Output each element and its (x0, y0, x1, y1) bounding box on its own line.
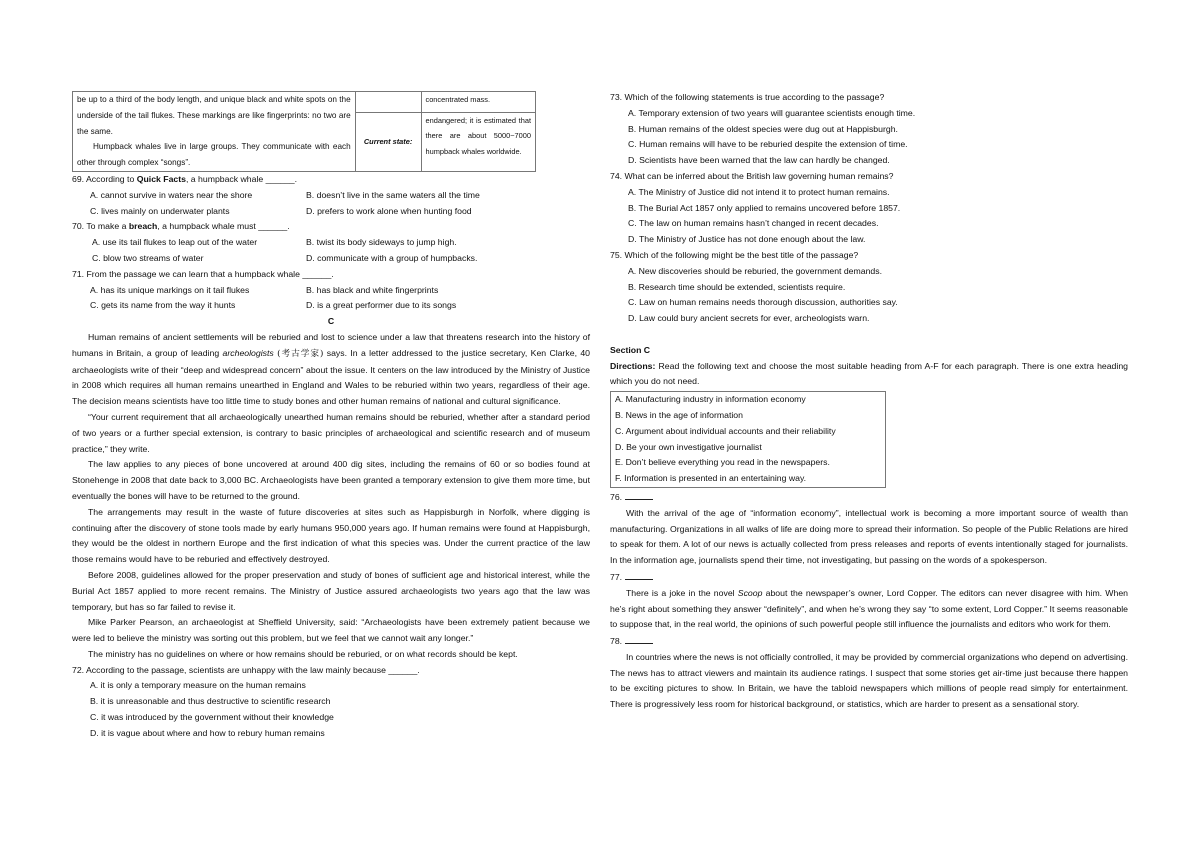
passage-c-paragraph-5: Before 2008, guidelines allowed for the proper preservation and study of bones of sufficient age and historical interest, while the Burial Act 1857 applied to more recent remains. The Ministry of Justice assured archaeologists two years ago that the law was temporary, but has so far failed to revise it. (72, 569, 590, 612)
q71-option-a: A. has its unique markings on it tail flukes (90, 284, 250, 295)
left-column (72, 90, 590, 742)
heading-option-f: F. Information is presented in an entertaining way. (615, 473, 807, 484)
passage-c-paragraph-4: The arrangements may result in the waste of future discoveries at sites such as Happisburgh in Norfolk, where digging is continuing after the discovery of stone tools made by early humans 950,000 years ago. If human remains were found at Happisburgh, they would be the oldest in northern Europe and the first indication of what this species was. Under the current practice of the law those remains would have to be reburied and effectively destroyed. (72, 506, 590, 565)
q69-options-ab (72, 188, 590, 204)
q74-option-d: D. The Ministry of Justice has not done enough about the law. (628, 234, 866, 245)
question-74: 74. What can be inferred about the British law governing human remains? (610, 170, 894, 181)
question-78-number: 78. (610, 633, 1128, 650)
answer-blank-77[interactable] (625, 569, 653, 580)
q73-option-b: B. Human remains of the oldest species were dug out at Happisburgh. (628, 123, 898, 134)
passage-c-heading: C (327, 316, 335, 327)
q71-option-c: C. gets its name from the way it hunts (90, 300, 236, 311)
card-value-top: concentrated mass. (421, 92, 536, 113)
q69-options-cd (72, 204, 590, 220)
question-75: 75. Which of the following might be the best title of the passage? (610, 249, 859, 260)
quick-facts-card (72, 91, 536, 172)
passage-c-paragraph-6: Mike Parker Pearson, an archaeologist at Sheffield University, said: “Archaeologists have been extremely patient because we were led to believe the ministry was sorting out this problem, but we feel that we cannot wait any longer.” (72, 617, 590, 644)
q73-option-c: C. Human remains will have to be reburied despite the extension of time. (628, 139, 908, 150)
heading-option-e: E. Don’t believe everything you read in the newspapers. (615, 457, 830, 468)
question-77-number: 77. (610, 569, 1128, 586)
card-value-current-state: endangered; it is estimated that there are about 5000~7000 humpback whales worldwide. (421, 112, 536, 171)
passage-c-paragraph-7: The ministry has no guidelines on where or how remains should be reburied, or on what records should be kept. (88, 648, 518, 659)
card-text-2: Humpback whales live in large groups. They communicate with each other through complex “songs”. (77, 142, 351, 168)
answer-blank-78[interactable] (625, 633, 653, 644)
q71-options-cd (72, 298, 590, 314)
spacer (610, 327, 1128, 343)
heading-option-a: A. Manufacturing industry in information economy (615, 394, 806, 405)
question-71: 71. From the passage we can learn that a humpback whale ______. (72, 268, 334, 279)
heading-option-c: C. Argument about individual accounts and their reliability (615, 425, 836, 436)
q70-options-cd (72, 251, 590, 267)
q75-option-c: C. Law on human remains needs thorough discussion, authorities say. (628, 297, 898, 308)
passage-c-paragraph-1: Human remains of ancient settlements will be reburied and lost to science under a law that threatens research into the history of humans in Britain, a group of leading archeologists (考古学家) says. In a letter addressed to the justice secretary, Ken Clarke, 40 archaeologists write of their “deep and widespread concern” about the issue. It centers on the law introduced by the Ministry of Justice in 2008 which requires all human remains unearthed in England and Wales to be reburied within two years, regardless of their age. The decision means scientists have too little time to study bones and other human remains of national and cultural significance. (72, 331, 591, 407)
q71-options-ab (72, 283, 590, 299)
section-c-directions: Directions: Read the following text and choose the most suitable heading from A-F for each paragraph. There is one extra heading which you do not need. (610, 360, 1128, 387)
card-label-current-state: Current state: (355, 112, 421, 171)
q73-option-a: A. Temporary extension of two years will guarantee scientists enough time. (628, 107, 916, 118)
q70-options-ab (72, 235, 590, 251)
headings-box (610, 391, 886, 488)
q72-option-d: D. it is vague about where and how to rebury human remains (90, 727, 325, 738)
heading-option-b: B. News in the age of information (615, 409, 743, 420)
q74-option-a: A. The Ministry of Justice did not intend it to protect human remains. (628, 186, 890, 197)
q74-option-c: C. The law on human remains hasn’t changed in recent decades. (628, 218, 879, 229)
q75-option-a: A. New discoveries should be reburied, the government demands. (628, 265, 883, 276)
question-69: 69. According to Quick Facts, a humpback whale ______. (72, 173, 298, 184)
card-label-top (355, 92, 421, 113)
paragraph-76: With the arrival of the age of “information economy”, intellectual work is becoming a more important source of wealth than manufacturing. Organizations in all walks of life are doing more to spread their information. So people of the Public Relations are hired to speak for them. A lot of our news is actually collected from press releases and reports of events intentionally staged for journalists. In the information age, journalists spend their time, not investigating, but passing on the words of a spokesperson. (610, 507, 1128, 566)
q69-option-d: D. prefers to work alone when hunting food (306, 205, 472, 216)
q72-option-b: B. it is unreasonable and thus destructive to scientific research (90, 696, 331, 707)
q69-option-c: C. lives mainly on underwater plants (90, 205, 230, 216)
q71-option-b: B. has black and white fingerprints (306, 284, 439, 295)
q73-option-d: D. Scientists have been warned that the law can hardly be changed. (628, 155, 890, 166)
q69-option-b: B. doesn’t live in the same waters all the time (306, 189, 480, 200)
paragraph-78: In countries where the news is not officially controlled, it may be provided by commercial organizations who depend on advertising. The news has to attract viewers and maintain its audience ratings. I suspect that some stories get air-time just because there happen to be exciting pictures to show. In Britain, we have the tabloid newspapers which millions of people read simply for entertainment. There is progressively less room for historical background, or statistics, which are harder to present as a sensational story. (610, 651, 1128, 710)
q72-option-c: C. it was introduced by the government without their knowledge (90, 712, 334, 723)
q70-option-c: C. blow two streams of water (92, 252, 204, 263)
q72-option-a: A. it is only a temporary measure on the human remains (90, 680, 306, 691)
answer-blank-76[interactable] (625, 489, 653, 500)
section-c-title: Section C (610, 344, 651, 355)
right-column (610, 90, 1128, 713)
q74-option-b: B. The Burial Act 1857 only applied to remains uncovered before 1857. (628, 202, 901, 213)
q70-option-b: B. twist its body sideways to jump high. (306, 237, 457, 248)
q75-option-b: B. Research time should be extended, scientists require. (628, 281, 846, 292)
question-70: 70. To make a breach, a humpback whale must ______. (72, 221, 290, 232)
q70-option-a: A. use its tail flukes to leap out of the water (92, 237, 258, 248)
paragraph-77: There is a joke in the novel Scoop about the newspaper’s owner, Lord Copper. The editors can never disagree with him. When he’s right about something they answer “definitely”, and when he’s wrong they say “to some extent, Lord Copper.” It seems reasonable to suppose that, in the real world, the opinions of such powerful people still influence the journalists and editors who work for them. (610, 587, 1128, 630)
card-description (73, 92, 356, 172)
card-text-1: be up to a third of the body length, and unique black and white spots on the underside of the tail flukes. These markings are like fingerprints: no two are the same. (77, 95, 351, 136)
question-72: 72. According to the passage, scientists are unhappy with the law mainly because ______. (72, 664, 420, 675)
question-76-number: 76. (610, 489, 1128, 506)
question-73: 73. Which of the following statements is true according to the passage? (610, 92, 885, 102)
q71-option-d: D. is a great performer due to its songs (306, 300, 457, 311)
q75-option-d: D. Law could bury ancient secrets for ever, archeologists warn. (628, 313, 870, 324)
q69-option-a: A. cannot survive in waters near the shore (90, 189, 253, 200)
q70-option-d: D. communicate with a group of humpbacks. (306, 252, 478, 263)
heading-option-d: D. Be your own investigative journalist (615, 441, 762, 452)
passage-c-paragraph-3: The law applies to any pieces of bone uncovered at around 400 dig sites, including the remains of 60 or so bodies found at Stonehenge in 2008 that date back to 3,000 BC. Archaeologists have been granted a temporary extension to give them more time, but eventually the bones will have to be returned to the ground. (72, 459, 590, 501)
passage-c-paragraph-2: “Your current requirement that all archaeologically unearthed human remains should be reburied, whether after a standard period of two years or a further special extension, is contrary to basic principles of archaeological and scientific research and of museum practice,” they write. (72, 411, 590, 454)
